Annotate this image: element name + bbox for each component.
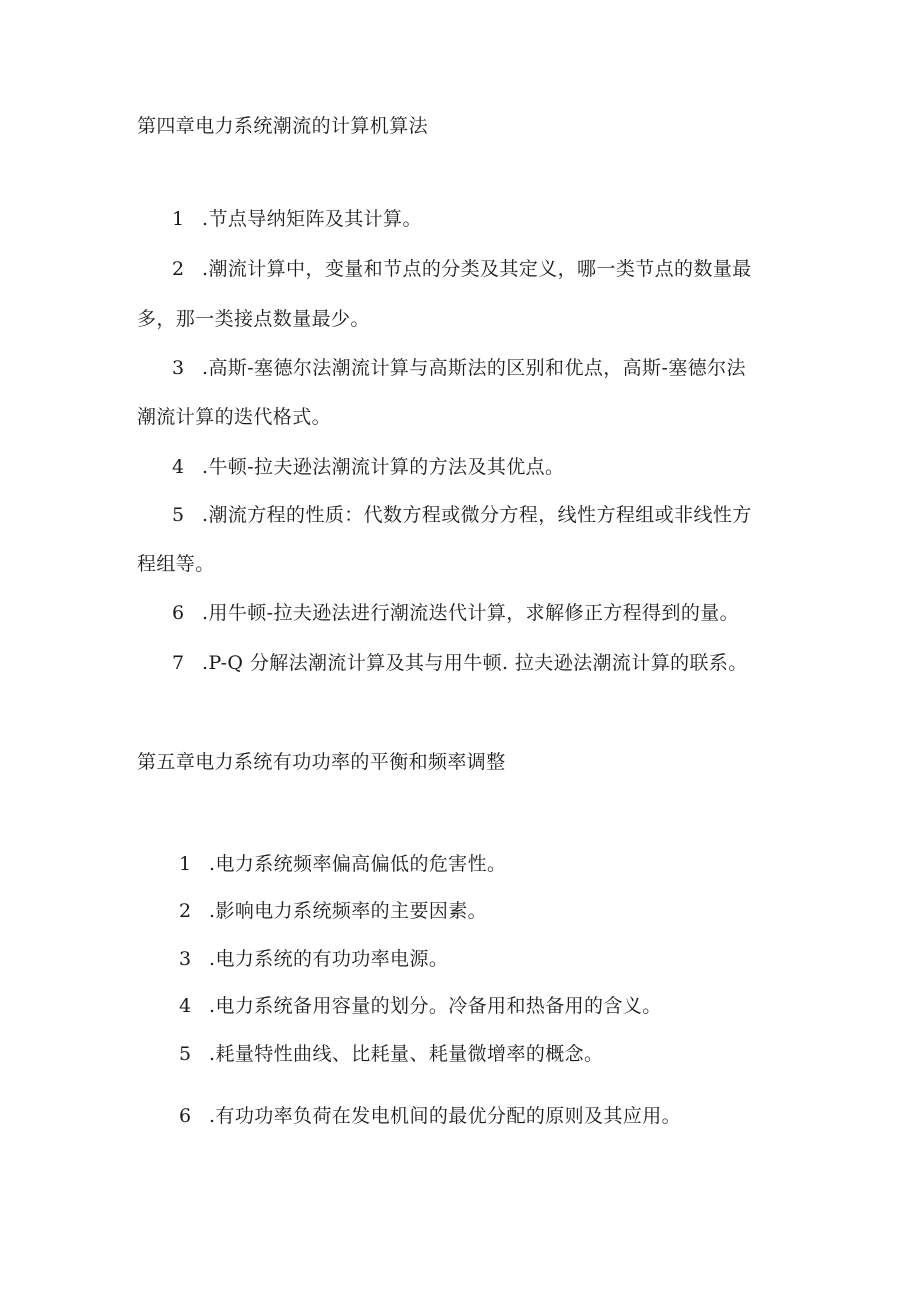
item-number: 4 [172, 456, 185, 478]
item-text: .高斯-塞德尔法潮流计算与高斯法的区别和优点，高斯-塞德尔法 [202, 357, 746, 379]
item-continuation: 潮流计算的迭代格式。 [137, 406, 332, 428]
item-continuation: 程组等。 [137, 553, 215, 575]
item-number: 2 [172, 258, 185, 280]
list-item [172, 600, 739, 626]
item-text: .耗量特性曲线、比耗量、耗量微增率的概念。 [209, 1043, 604, 1065]
item-number: 3 [179, 948, 192, 970]
item-number: 2 [179, 900, 192, 922]
item-text: .潮流方程的性质：代数方程或微分方程，线性方程组或非线性方 [202, 504, 752, 526]
item-number: 1 [179, 853, 192, 875]
item-number: 7 [172, 652, 185, 674]
item-text: .用牛顿-拉夫逊法进行潮流迭代计算，求解修正方程得到的量。 [202, 602, 740, 624]
item-text: .有功功率负荷在发电机间的最优分配的原则及其应用。 [209, 1105, 682, 1127]
list-item [179, 946, 448, 972]
item-number: 5 [179, 1043, 192, 1065]
list-item [172, 256, 752, 282]
item-number: 3 [172, 357, 185, 379]
chapter-5-heading: 第五章电力系统有功功率的平衡和频率调整 [137, 751, 506, 773]
list-item [172, 454, 564, 480]
item-text: .电力系统频率偏高偏低的危害性。 [209, 853, 507, 875]
item-number: 4 [179, 995, 192, 1017]
list-item [179, 993, 662, 1019]
item-number: 5 [172, 504, 185, 526]
chapter-4-heading: 第四章电力系统潮流的计算机算法 [137, 115, 429, 137]
list-item [179, 851, 506, 877]
item-number: 6 [172, 602, 185, 624]
list-item [172, 206, 422, 232]
item-text: .影响电力系统频率的主要因素。 [209, 900, 488, 922]
item-continuation: 多，那一类接点数量最少。 [137, 308, 370, 330]
item-number: 1 [172, 208, 185, 230]
list-item [179, 898, 487, 924]
item-text: .电力系统的有功功率电源。 [209, 948, 449, 970]
item-text: .节点导纳矩阵及其计算。 [202, 208, 422, 230]
item-text: .电力系统备用容量的划分。冷备用和热备用的含义。 [209, 995, 662, 1017]
item-number: 6 [179, 1105, 192, 1127]
list-item [172, 650, 748, 676]
item-text: .牛顿-拉夫逊法潮流计算的方法及其优点。 [202, 456, 565, 478]
list-item [179, 1041, 603, 1067]
item-text: .潮流计算中，变量和节点的分类及其定义，哪一类节点的数量最 [202, 258, 752, 280]
list-item [179, 1103, 681, 1129]
item-text: .P-Q 分解法潮流计算及其与用牛顿. 拉夫逊法潮流计算的联系。 [202, 652, 748, 674]
list-item [172, 502, 752, 528]
list-item [172, 355, 746, 381]
